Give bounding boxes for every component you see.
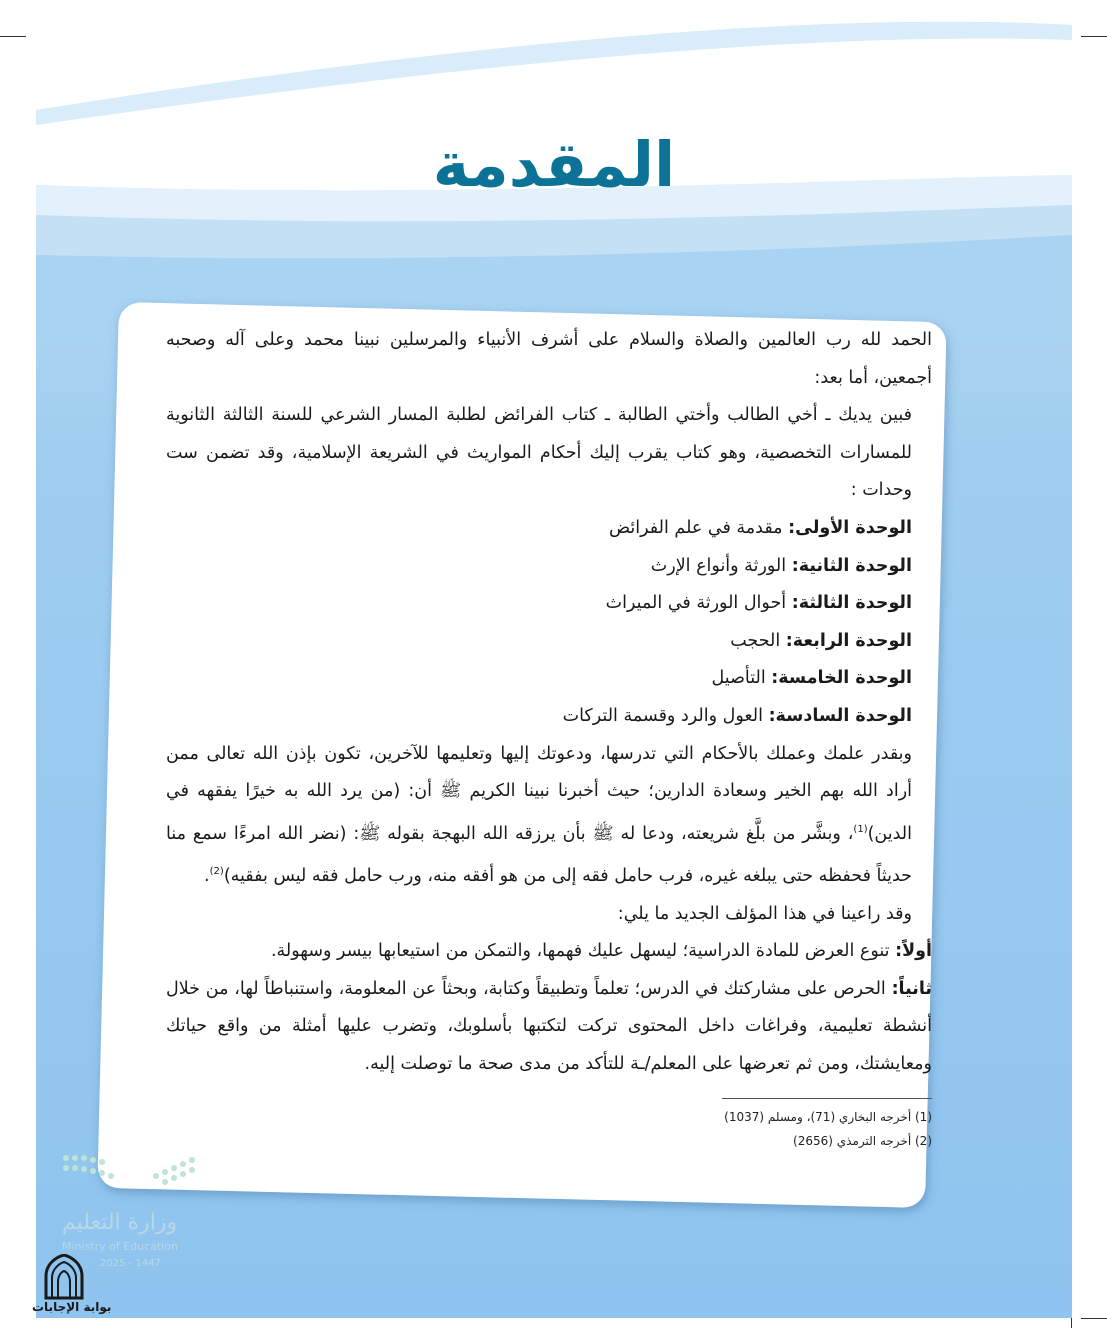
unit-label: الوحدة الخامسة: — [771, 668, 912, 689]
page-title: المقدمة — [432, 128, 676, 201]
hadith-quote: (من يرد الله به خيرًا يفقهه في الدين) — [166, 781, 912, 844]
unit-item — [166, 548, 932, 586]
unit-label: الوحدة الثانية: — [791, 555, 912, 576]
unit-title: مقدمة في علم الفرائض — [608, 517, 789, 538]
intro-text — [166, 322, 932, 1153]
footnote-ref: (1) — [853, 823, 868, 835]
unit-title: العول والرد وقسمة التركات — [562, 705, 769, 726]
hadith-quote: (نضر الله امرءًا سمع منا حديثاً فحفظه حتى يبلغه غيره، فرب حامل فقه إلى من هو أفقه منه، ورب حامل فقه ليس بفقيه) — [166, 823, 912, 886]
paragraph: فبين يديك ـ أخي الطالب وأختي الطالبة ـ كتاب الفرائض لطلبة المسار الشرعي للسنة الثالثة الثانوية للمسارات التخصصية، وهو كتاب يقرب إليك أحكام المواريث في الشريعة الإسلامية، وقد تضمن ست وحدات : — [166, 405, 912, 501]
crop-mark — [1081, 1318, 1107, 1319]
footnote-ref: (2) — [209, 866, 224, 878]
mosque-dome-icon — [42, 1254, 86, 1300]
text-run: ، وبشَّر من بلَّغ شريعته، ودعا له ﷺ بأن يرزقه الله البهجة بقوله ﷺ: — [346, 823, 854, 844]
point-text: تنوع العرض للمادة الدراسية؛ ليسهل عليك فهمها، والتمكن من استيعابها بيسر وسهولة. — [270, 941, 896, 962]
unit-label: الوحدة الثالثة: — [791, 593, 912, 614]
paragraph — [166, 736, 932, 896]
unit-title: أحوال الورثة في الميراث — [605, 593, 792, 614]
footnote-separator — [722, 1098, 932, 1099]
paragraph — [166, 933, 932, 971]
unit-item — [166, 623, 932, 661]
unit-item — [166, 510, 932, 548]
ministry-name-en: Ministry of Education — [62, 1240, 179, 1253]
watermark-label: بوابة الإجابات — [32, 1300, 112, 1314]
unit-title: الورثة وأنواع الإرث — [650, 555, 792, 576]
paragraph — [166, 971, 932, 1084]
unit-title: التأصيل — [711, 668, 772, 689]
unit-item — [166, 585, 932, 623]
paragraph: الحمد لله رب العالمين والصلاة والسلام على أشرف الأنبياء والمرسلين نبينا محمد وعلى آله وصحبه أجمعين، أما بعد: — [166, 330, 932, 388]
ministry-year: 2025 - 1447 — [100, 1258, 161, 1269]
footnote: (1) أخرجه البخاري (71)، ومسلم (1037) — [724, 1109, 932, 1124]
unit-label: الوحدة السادسة: — [768, 705, 912, 726]
point-text: الحرص على مشاركتك في الدرس؛ تعلماً وتطبيقاً وكتابة، وبحثاً عن المعلومة، واستنباطاً لها، من خلال أنشطة تعليمية، وفراغات داخل المحتوى تركت لتكتبها بأسلوبك، وتضرب عليها أمثلة من واقع حياتك ومعايشتك، ومن ثم تعرضها على المعلم/ـة للتأكد من مدى صحة ما توصلت إليه. — [166, 978, 932, 1074]
crop-mark — [1081, 36, 1107, 37]
unit-item — [166, 660, 932, 698]
text-run: وبقدر علمك وعملك بالأحكام التي تدرسها، ودعوتك إليها وتعليمها للآخرين، تكون بإذن الله تعالى ممن أراد الله بهم الخير وسعادة الدارين؛ حيث أخبرنا نبينا الكريم ﷺ أن: — [166, 743, 913, 802]
paragraph: وقد راعينا في هذا المؤلف الجديد ما يلي: — [617, 903, 912, 924]
point-label: أولاً: — [895, 941, 932, 962]
footnote: (2) أخرجه الترمذي (2656) — [793, 1133, 932, 1148]
crop-mark — [0, 36, 26, 37]
unit-label: الوحدة الرابعة: — [785, 630, 912, 651]
unit-title: الحجب — [730, 630, 786, 651]
unit-item — [166, 698, 932, 736]
ministry-name-ar: وزارة التعليم — [62, 1210, 178, 1235]
moe-dots-logo — [60, 1150, 200, 1190]
text-run: . — [204, 865, 210, 886]
unit-label: الوحدة الأولى: — [788, 517, 912, 538]
point-label: ثانياً: — [891, 978, 932, 999]
